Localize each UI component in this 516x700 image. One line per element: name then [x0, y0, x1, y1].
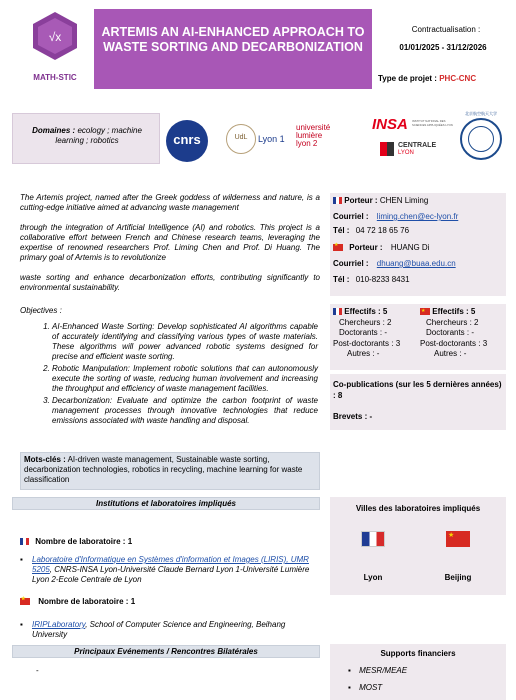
france-flag-icon [333, 197, 342, 204]
contact-fr-tel-row: Tél : 04 72 18 65 76 [333, 226, 410, 235]
china-flag-icon [333, 244, 343, 251]
city-lyon: Lyon [363, 573, 383, 582]
description-para3: waste sorting and enhance decarbonization efforts, contributing significantly to environmental sustainability. [20, 273, 320, 292]
contact-cn-email-row: Courriel : dhuang@buaa.edu.cn [333, 259, 456, 268]
villes-title: Villes des laboratoires impliqués [355, 504, 481, 513]
funding-item: ▪ MOST [348, 683, 383, 692]
beihang-logo-inner [468, 126, 494, 152]
domains-text: Domaines : ecology ; machine learning ; robotics [32, 126, 142, 145]
contact-cn-tel-row: Tél : 010-8233 8431 [333, 275, 410, 284]
cn-email-link[interactable]: dhuang@buaa.edu.cn [376, 259, 456, 268]
irip-link[interactable]: IRIPLaboratory [32, 620, 86, 629]
objectives-list [36, 322, 318, 428]
objectives-label: Objectives : [20, 306, 62, 315]
cnrs-logo-text: cnrs [173, 132, 201, 147]
france-flag-icon [20, 538, 29, 545]
france-flag-icon [333, 308, 342, 315]
brevets-text: Brevets : - [333, 412, 373, 421]
copub-text: Co-publications (sur les 5 dernières années) : 8 [333, 380, 502, 400]
fr-email-link[interactable]: liming.chen@ec-lyon.fr [376, 212, 459, 221]
china-flag-icon [420, 308, 430, 315]
description-para2: through the integration of Artificial Intelligence (AI) and robotics. This project is a collaborative effort between French and Chinese research teams, leveraging the expertise of renowned researchers Prof. Liming Chen and Prof. Di Huang. The primary goal of Artemis is to revolutionize [20, 223, 320, 262]
keywords-text: Mots-clés : AI-driven waste management, Sustainable waste sorting, decarbonization technologies, robotics in recycling, machine learning for waste classification [24, 455, 303, 484]
math-stic-logo [30, 10, 80, 70]
description-para1: The Artemis project, named after the Greek goddess of wilderness and nature, is a cutting-edge initiative aimed at advancing waste management [20, 193, 320, 212]
contact-cn-porteur: ★ Porteur : HUANG Di [333, 243, 429, 252]
contract-label: Contractualisation : [411, 25, 481, 34]
svg-text:√x: √x [48, 30, 62, 44]
list-item: 1. AI-Enhanced Waste Sorting: Develop sophisticated AI algorithms capable of accurately identifying and classifying various types of waste materials. These algorithms will power advanced robotic systems designed for precise and efficient waste sorting. [52, 322, 318, 362]
liris-link[interactable]: Laboratoire d'Informatique en Systèmes d'information et Images (LIRIS), UMR 5205 [32, 555, 309, 574]
cn-lab-item: ▪ IRIPLaboratory, School of Computer Science and Engineering, Beihang University [20, 620, 286, 639]
contact-fr-porteur: Porteur : CHEN Liming [333, 196, 428, 205]
list-item: 3. Decarbonization: Evaluate and optimize the carbon footprint of waste management processes through innovative technologies that reduce emissions associated with waste handling and disposal. [52, 396, 318, 426]
funding-title: Supports financiers [380, 649, 456, 658]
lyon1-logo-text: Lyon 1 [258, 134, 285, 144]
institutions-title: Institutions et laboratoires impliqués [95, 499, 237, 508]
fr-lab-count: Nombre de laboratoire : 1 [20, 537, 132, 546]
effectifs-fr: Effectifs : 5 Chercheurs : 2 Doctorants : - Post-doctorants : 3 Autres : - [333, 307, 401, 358]
centrale-icon [380, 142, 394, 156]
page-title: ARTEMIS AN AI-ENHANCED APPROACH TO WASTE SORTING AND DECARBONIZATION [101, 25, 365, 54]
effectifs-cn: ★ Effectifs : 5 Chercheurs : 2 Doctorants : - Post-doctorants : 3 Autres : - [420, 307, 506, 360]
events-item: - [36, 666, 39, 675]
hexagon-icon [30, 10, 80, 62]
events-title: Principaux Evénements / Rencontres Bilatérales [74, 647, 258, 656]
china-flag-icon [20, 598, 30, 605]
lyon1-logo-symbol: UdL [234, 134, 248, 141]
project-type: Type de projet : PHC-CNC [378, 74, 477, 83]
fr-lab-item: ▪ Laboratoire d'Informatique en Systèmes d'information et Images (LIRIS), UMR 5205, CNRS-INSA Lyon-Université Claude Bernard Lyon 1-Université Lumière Lyon 2-Ecole Centrale de Lyon [20, 555, 310, 584]
city-beijing: Beijing [444, 573, 472, 582]
list-item: 2. Robotic Manipulation: Implement robotic solutions that can autonomously execute the sorting of waste, reducing human involvement and increasing the throughput and efficiency of waste management facilities. [52, 364, 318, 394]
logo-label: MATH-STIC [33, 73, 77, 82]
contact-fr-email-row: Courriel : liming.chen@ec-lyon.fr [333, 212, 459, 221]
france-flag-icon [361, 531, 385, 547]
lumiere-logo: université lumière lyon 2 [296, 123, 331, 148]
china-flag-icon [446, 531, 470, 547]
cn-lab-count: ★ Nombre de laboratoire : 1 [20, 597, 135, 606]
contract-dates: 01/01/2025 - 31/12/2026 [399, 43, 487, 52]
beihang-logo-text: 北京航空航天大学 [465, 111, 497, 116]
insa-logo: INSA [372, 116, 408, 133]
insa-logo-sub: INSTITUT NATIONAL DES SCIENCES APPLIQUÉES LYON [412, 119, 453, 127]
funding-item: ▪ MESR/MEAE [348, 666, 408, 675]
